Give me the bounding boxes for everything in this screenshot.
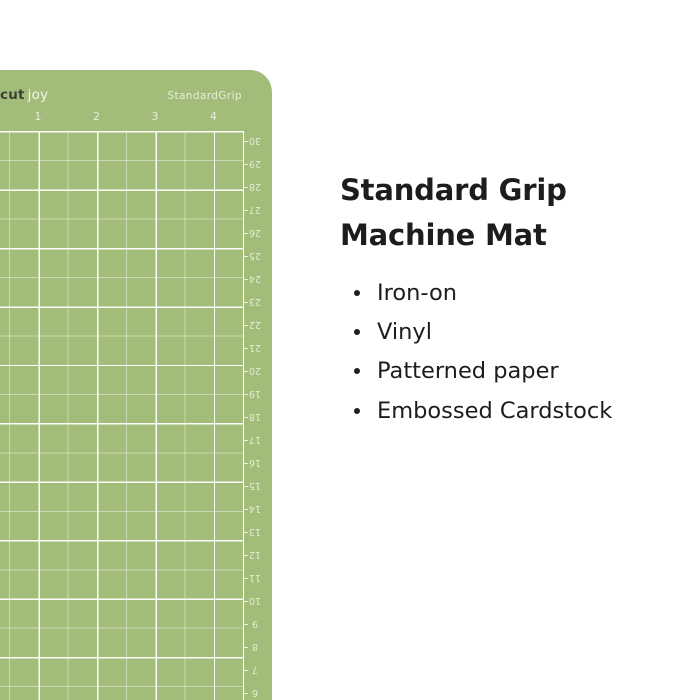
brand-logo-cut: cut xyxy=(0,87,25,103)
title-line-2: Machine Mat xyxy=(340,218,547,252)
material-item xyxy=(354,391,612,430)
cm-ruler-label: 11 xyxy=(248,571,262,583)
cm-tick xyxy=(243,555,248,556)
cm-tick xyxy=(243,371,248,372)
cm-tick xyxy=(243,463,248,464)
cm-ruler-label: 23 xyxy=(248,295,262,307)
material-item xyxy=(354,352,612,391)
bullet-dot xyxy=(354,408,360,414)
cm-tick xyxy=(243,187,248,188)
cm-ruler-label: 20 xyxy=(248,364,262,376)
cm-tick xyxy=(243,486,248,487)
cm-ruler-label: 16 xyxy=(248,456,262,468)
brand-logo-joy: joy xyxy=(27,87,49,103)
inch-ruler-label: 2 xyxy=(93,110,100,123)
inch-ruler-label: 4 xyxy=(209,110,217,123)
cm-ruler-label: 22 xyxy=(248,318,262,330)
bullet-dot xyxy=(354,368,360,374)
cm-tick xyxy=(243,601,248,602)
grip-type-label: StandardGrip xyxy=(167,90,242,102)
cm-tick xyxy=(243,302,248,303)
cm-ruler-label: 9 xyxy=(251,617,259,629)
cm-tick xyxy=(243,417,248,418)
cm-tick xyxy=(243,141,248,142)
cm-tick xyxy=(243,233,248,234)
title-line-1: Standard Grip xyxy=(340,173,567,207)
material-label: Vinyl xyxy=(377,319,432,346)
cm-tick xyxy=(243,624,248,625)
cm-tick xyxy=(243,440,248,441)
cm-tick xyxy=(243,532,248,533)
material-item xyxy=(354,312,612,351)
cm-ruler-label: 29 xyxy=(248,157,262,169)
material-label: Embossed Cardstock xyxy=(377,397,613,424)
mat-grid xyxy=(0,131,244,700)
cm-ruler-label: 18 xyxy=(248,410,262,422)
cm-ruler-label: 10 xyxy=(248,594,262,606)
cm-ruler-label: 14 xyxy=(248,502,262,514)
cm-tick xyxy=(243,647,248,648)
cutting-mat xyxy=(0,70,272,700)
cm-tick xyxy=(243,693,248,694)
bullet-dot xyxy=(354,290,360,296)
cm-ruler-label: 26 xyxy=(248,226,262,238)
brand-logo xyxy=(0,88,48,103)
cm-ruler-label: 13 xyxy=(248,525,262,537)
cm-tick xyxy=(243,578,248,579)
cm-tick xyxy=(243,210,248,211)
cm-tick xyxy=(243,164,248,165)
cm-tick xyxy=(243,670,248,671)
cm-ruler-label: 28 xyxy=(248,180,262,192)
material-label: Patterned paper xyxy=(377,358,559,385)
bullet-dot xyxy=(354,329,360,335)
cm-ruler-label: 15 xyxy=(248,479,262,491)
cm-ruler-label: 30 xyxy=(248,134,262,146)
cm-ruler-label: 8 xyxy=(251,640,259,652)
cm-ruler-label: 19 xyxy=(248,387,262,399)
inch-ruler-label: 1 xyxy=(34,110,42,123)
compatible-materials-list xyxy=(354,273,612,431)
cm-ruler-label: 12 xyxy=(248,548,262,560)
cm-tick xyxy=(243,256,248,257)
cm-tick xyxy=(243,279,248,280)
cm-ruler-label: 27 xyxy=(248,203,262,215)
cm-tick xyxy=(243,325,248,326)
inch-ruler-label: 3 xyxy=(151,110,159,123)
cm-tick xyxy=(243,509,248,510)
material-item xyxy=(354,273,612,312)
cm-ruler-label: 21 xyxy=(248,341,262,353)
cm-ruler-label: 6 xyxy=(251,686,259,698)
product-title xyxy=(340,168,567,258)
cm-tick xyxy=(243,348,248,349)
cm-ruler-label: 25 xyxy=(248,249,262,261)
cm-ruler-label: 7 xyxy=(251,663,259,675)
cm-ruler-label: 17 xyxy=(248,433,262,445)
material-label: Iron-on xyxy=(377,279,457,306)
cm-ruler-label: 24 xyxy=(248,272,262,284)
cm-tick xyxy=(243,394,248,395)
